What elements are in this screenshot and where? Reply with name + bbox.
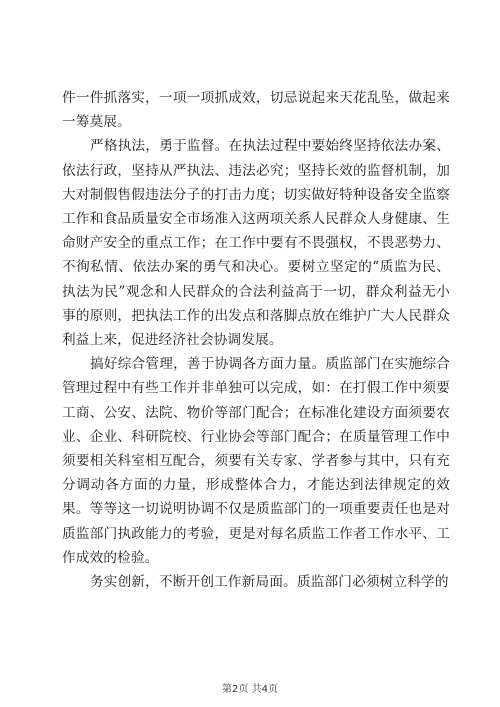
page-number-footer: 第2页 共4页 (222, 684, 278, 695)
paragraph-continuation: 件一件抓落实，一项一项抓成效，切忌说起来天花乱坠，做起来一筹莫展。 (62, 90, 450, 131)
paragraph-strict-enforcement: 严格执法，勇于监督。在执法过程中要始终坚持依法办案、依法行政，坚持从严执法、违法必究；坚持长效的监督机制，加大对制假售假违法分子的打击力度；切实做好特种设备安全监察工作和食品质量安全市场准入这两项关系人民群众人身健康、生命财产安全的重点工作；在工作中要有不畏强权，不畏恶势力、不徇私情、依法办案的勇气和决心。要树立坚定的“质监为民、执法为民”观念和人民群众的合法利益高于一切，群众利益无小事的原则，把执法工作的出发点和落脚点放在维护广大人民群众利益上来，促进经济社会协调发展。 (62, 138, 450, 349)
document-body (62, 86, 450, 594)
paragraph-innovation: 务实创新，不断开创工作新局面。质监部门必须树立科学的 (90, 574, 449, 591)
paragraph-comprehensive-management: 搞好综合管理，善于协调各方面力量。质监部门在实施综合管理过程中有些工作并非单独可以完成，如：在打假工作中须要工商、公安、法院、物价等部门配合；在标准化建设方面须要农业、企业、科研院校、行业协会等部门配合；在质量管理工作中须要相关科室相互配合，须要有关专家、学者参与其中，只有充分调动各方面的力量，形成整体合力，才能达到法律规定的效果。等等这一切说明协调不仅是质监部门的一项重要责任也是对质监部门执政能力的考验，更是对每名质监工作者工作水平、工作成效的检验。 (62, 356, 450, 566)
